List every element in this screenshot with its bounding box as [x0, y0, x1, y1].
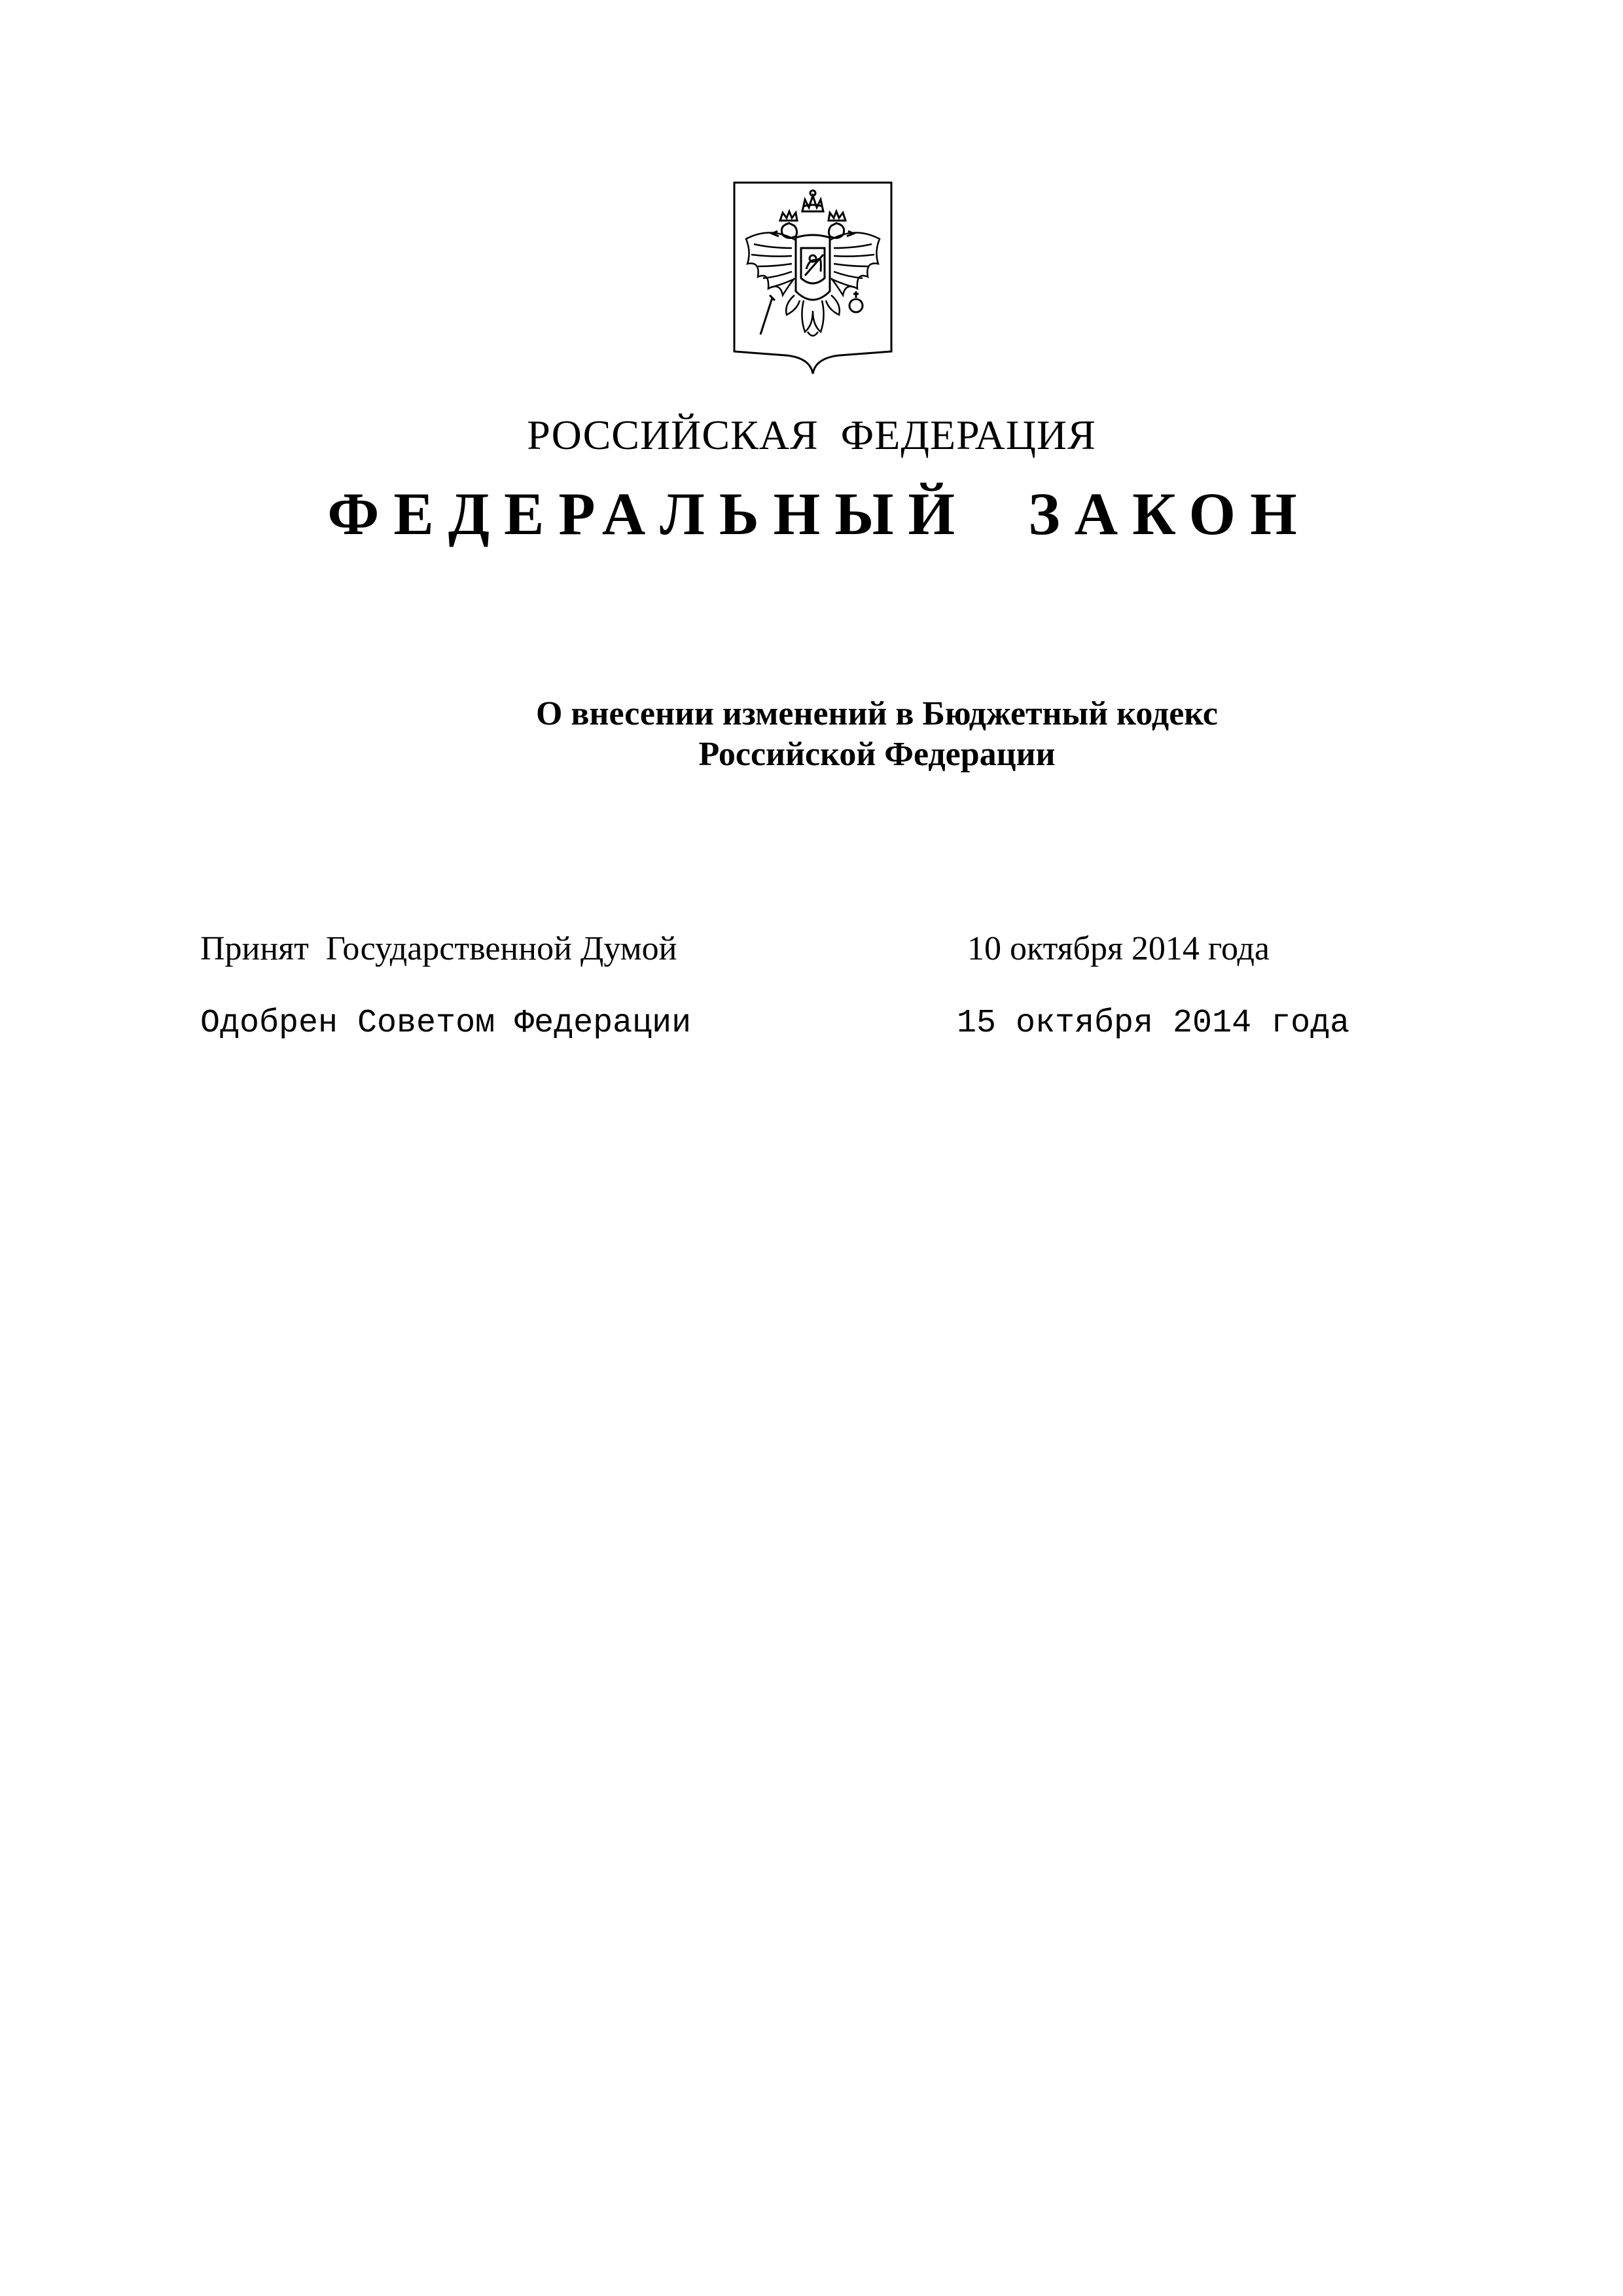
document-type: ФЕДЕРАЛЬНЫЙ ЗАКОН: [327, 480, 1311, 547]
country-name: РОССИЙСКАЯ ФЕДЕРАЦИЯ: [527, 412, 1096, 458]
approval-council-label: Одобрен Советом Федерации: [200, 1005, 692, 1042]
coat-of-arms-icon: [732, 180, 894, 376]
adoption-duma-label: Принят Государственной Думой: [200, 930, 677, 967]
approval-council-date: 15 октября 2014 года: [957, 1005, 1350, 1042]
document-title-line-1: О внесении изменений в Бюджетный кодекс: [535, 695, 1219, 732]
document-title-line-2: Российской Федерации: [698, 736, 1056, 773]
adoption-duma-date: 10 октября 2014 года: [967, 930, 1270, 967]
document-title: [419, 694, 1335, 775]
